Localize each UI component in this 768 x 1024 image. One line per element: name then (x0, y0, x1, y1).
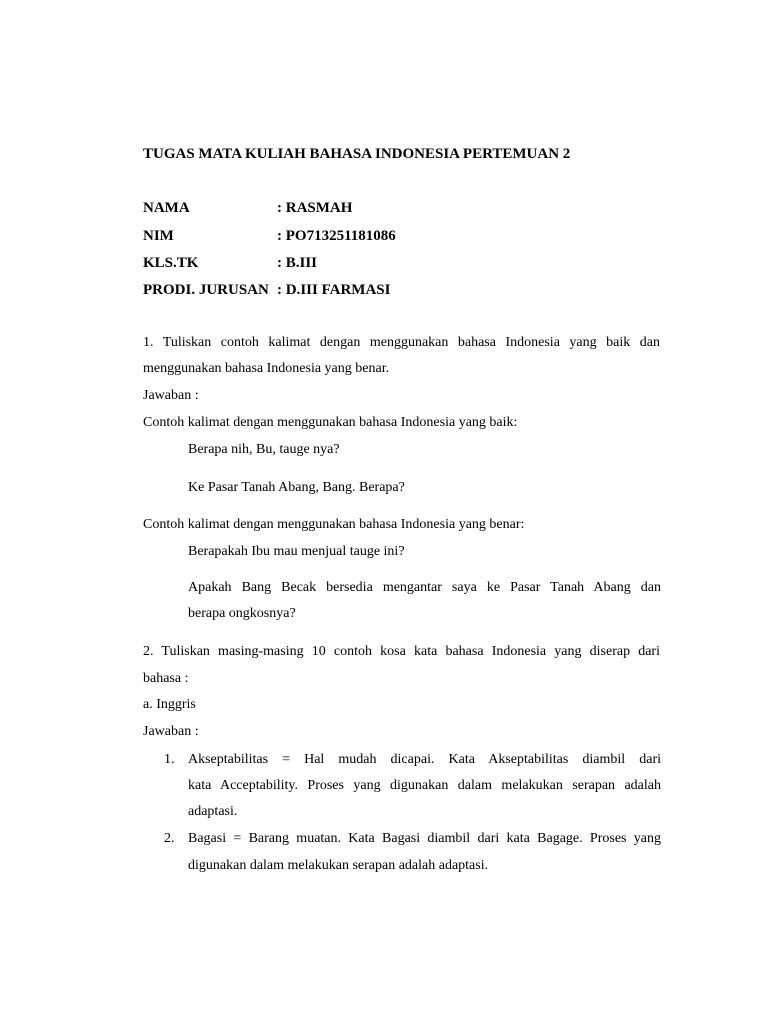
document-title: TUGAS MATA KULIAH BAHASA INDONESIA PERTEMUAN 2 (143, 146, 571, 162)
q1-benar-example-1: Berapakah Ibu mau menjual tauge ini? (188, 544, 405, 559)
q1-benar-example-2-line-1: Apakah Bang Becak bersedia mengantar saya ke Pasar Tanah Abang dan (188, 580, 661, 595)
identity-value: : D.III FARMASI (277, 282, 391, 298)
q1-baik-heading: Contoh kalimat dengan menggunakan bahasa Indonesia yang baik: (143, 415, 518, 430)
q2-item-1-line-3: adaptasi. (188, 804, 238, 819)
q2-item-2-line-2: digunakan dalam melakukan serapan adalah adaptasi. (188, 858, 489, 873)
q2-item-1-line-2: kata Acceptability. Proses yang digunakan dalam melakukan serapan adalah (188, 778, 661, 793)
identity-row-nim (143, 226, 396, 246)
identity-row-kelas (143, 253, 317, 273)
q1-benar-heading: Contoh kalimat dengan menggunakan bahasa Indonesia yang benar: (143, 517, 525, 532)
identity-row-nama (143, 198, 352, 218)
identity-value: : PO713251181086 (277, 228, 396, 244)
identity-label: PRODI. JURUSAN (143, 282, 269, 298)
identity-label: NIM (143, 228, 174, 244)
q1-text-line-2: menggunakan bahasa Indonesia yang benar. (143, 361, 390, 376)
identity-label: NAMA (143, 200, 190, 216)
q2-item-1-line-1: Akseptabilitas = Hal mudah dicapai. Kata Akseptabilitas diambil dari (188, 752, 661, 767)
q2-sub-a: a. Inggris (143, 697, 196, 712)
list-item-number: 2. (164, 831, 175, 846)
identity-value: : RASMAH (277, 200, 353, 216)
q2-item-2-line-1: Bagasi = Barang muatan. Kata Bagasi diambil dari kata Bagage. Proses yang (188, 831, 661, 846)
q2-text-line-2: bahasa : (143, 671, 189, 686)
identity-value: : B.III (277, 255, 318, 271)
identity-label: KLS.TK (143, 255, 199, 271)
q1-text-line-1: 1. Tuliskan contoh kalimat dengan menggunakan bahasa Indonesia yang baik dan (143, 335, 660, 350)
q2-text-line-1: 2. Tuliskan masing-masing 10 contoh kosa kata bahasa Indonesia yang diserap dari (143, 644, 660, 659)
identity-row-prodi (143, 280, 390, 300)
q1-baik-example-2: Ke Pasar Tanah Abang, Bang. Berapa? (188, 480, 405, 495)
q1-benar-example-2-line-2: berapa ongkosnya? (188, 606, 296, 621)
q1-answer-label: Jawaban : (143, 388, 199, 403)
q1-baik-example-1: Berapa nih, Bu, tauge nya? (188, 442, 340, 457)
list-item-number: 1. (164, 752, 175, 767)
q2-answer-label: Jawaban : (143, 724, 199, 739)
